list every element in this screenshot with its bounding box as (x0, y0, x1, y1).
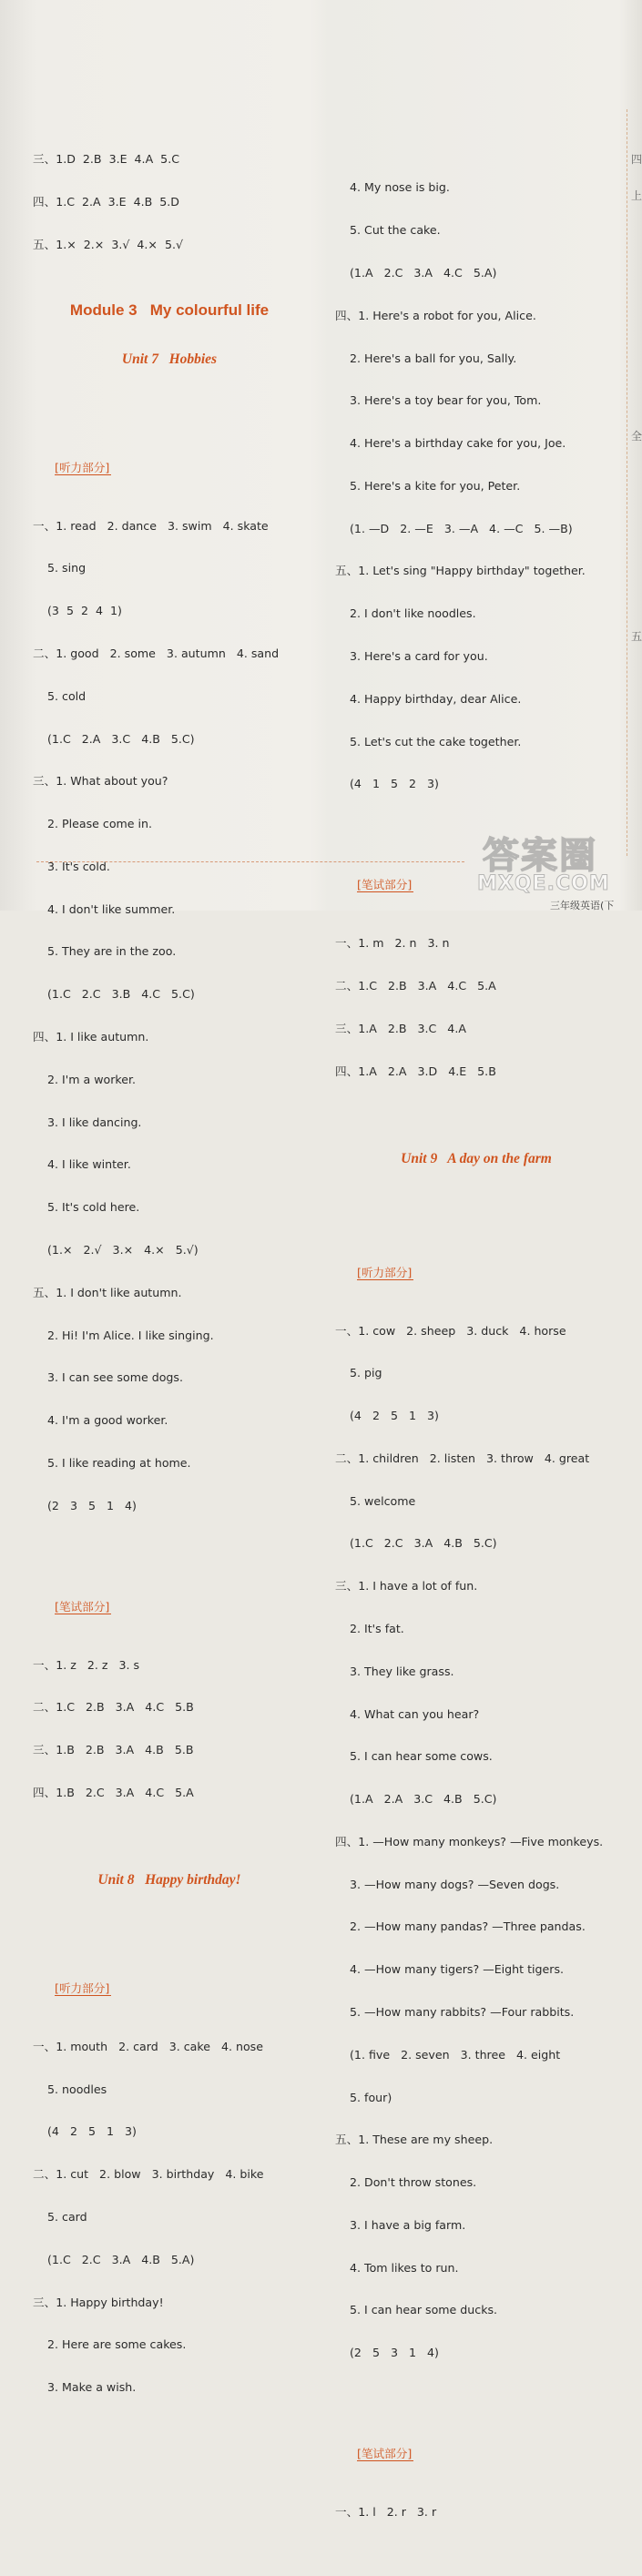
answer-line: 5. sing (33, 561, 87, 575)
answer-line: 三、1.A 2.B 3.C 4.A (335, 1021, 466, 1035)
answer-line: 2. I don't like noodles. (335, 606, 476, 621)
answer-line: 二、1. cut 2. blow 3. birthday 4. bike (33, 2167, 264, 2182)
answer-line: 4. —How many tigers? —Eight tigers. (335, 1962, 565, 1977)
answer-line: 一、1. l 2. r 3. r (335, 2505, 437, 2520)
answer-line: 3. Here's a card for you. (335, 648, 488, 663)
answer-line: 二、1. children 2. listen 3. throw 4. great (335, 1451, 590, 1465)
written-section-header (33, 1585, 306, 1614)
answer-line: (1.C 2.A 3.C 4.B 5.C) (33, 731, 195, 746)
answer-line: 5. Here's a kite for you, Peter. (335, 478, 521, 493)
edge-character: 上 (631, 189, 642, 202)
answer-line: 4. Happy birthday, dear Alice. (335, 691, 522, 706)
answer-line: (1.A 2.A 3.C 4.B 5.C) (335, 1792, 497, 1807)
answer-line: 一、1. z 2. z 3. s (33, 1657, 140, 1672)
answer-line: 3. —How many dogs? —Seven dogs. (335, 1877, 560, 1891)
answer-line: 三、1.B 2.B 3.A 4.B 5.B (33, 1743, 194, 1757)
footer-rule (36, 861, 464, 862)
answer-line: 2. Don't throw stones. (335, 2175, 477, 2190)
module-title: Module 3 My colourful life (69, 301, 270, 320)
footer-page-label: 三年级英语(下 (550, 900, 615, 911)
unit-7-listening-answers (33, 490, 306, 1541)
listening-label: [听力部分] (357, 1265, 413, 1279)
answer-line: 5. I like reading at home. (33, 1455, 191, 1470)
answer-line: 3. Make a wish. (33, 2380, 137, 2395)
answer-line: 5. four) (335, 2090, 392, 2104)
listening-section-header (33, 1967, 306, 1996)
right-column (335, 124, 617, 2576)
answer-line: 四、1. —How many monkeys? —Five monkeys. (335, 1834, 604, 1848)
answer-line: 四、1. I like autumn. (33, 1030, 149, 1044)
unit-9-written-answers (335, 2477, 617, 2548)
unit-7-title: Unit 7 Hobbies (121, 351, 218, 368)
answer-line: 5. pig (335, 1366, 382, 1380)
answer-line: 4. What can you hear? (335, 1706, 480, 1721)
answer-line: 2. I'm a worker. (33, 1072, 136, 1086)
answer-line: 2. —How many pandas? —Three pandas. (335, 1919, 586, 1934)
unit-8-written-answers (335, 908, 617, 1106)
answer-line: (1.× 2.√ 3.× 4.× 5.√) (33, 1242, 199, 1257)
answer-line: 三、1. What about you? (33, 774, 168, 789)
answer-line: 3. Here's a toy bear for you, Tom. (335, 393, 542, 408)
answer-line: 二、1.C 2.B 3.A 4.C 5.B (33, 1700, 194, 1715)
answer-line: 一、1. read 2. dance 3. swim 4. skate (33, 518, 269, 533)
unit-9-title: Unit 9 A day on the farm (401, 1151, 552, 1167)
answer-line: 5. cold (33, 688, 87, 703)
answer-line: (4 1 5 2 3) (335, 777, 439, 791)
unit-8-title: Unit 8 Happy birthday! (97, 1872, 241, 1889)
answer-line: (1.A 2.C 3.A 4.C 5.A) (335, 265, 497, 280)
answer-line: 2. It's fat. (335, 1621, 404, 1635)
answer-line: 一、1. m 2. n 3. n (335, 936, 450, 951)
answer-line: (1.C 2.C 3.A 4.B 5.A) (33, 2252, 195, 2266)
answer-line: (1.C 2.C 3.A 4.B 5.C) (335, 1536, 497, 1551)
answer-line: 5. —How many rabbits? —Four rabbits. (335, 2005, 575, 2019)
answer-line: 5. card (33, 2209, 87, 2224)
answer-line: 5. It's cold here. (33, 1200, 140, 1215)
answer-line: 四、1.C 2.A 3.E 4.B 5.D (33, 194, 179, 209)
answer-line: (1.C 2.C 3.B 4.C 5.C) (33, 987, 195, 1002)
answer-line: 3. I have a big farm. (335, 2217, 466, 2232)
answer-line: 四、1.A 2.A 3.D 4.E 5.B (335, 1064, 496, 1078)
written-section-header (335, 2433, 617, 2461)
answer-line: 五、1.× 2.× 3.√ 4.× 5.√ (33, 237, 183, 251)
answer-line: (4 2 5 1 3) (335, 1409, 439, 1423)
answer-line: 4. Here's a birthday cake for you, Joe. (335, 436, 566, 451)
answer-line: 4. I like winter. (33, 1157, 131, 1172)
answer-line: (3 5 2 4 1) (33, 604, 122, 618)
answer-line: 4. I'm a good worker. (33, 1413, 168, 1428)
answer-line: 2. Hi! I'm Alice. I like singing. (33, 1328, 214, 1342)
left-column (33, 124, 306, 2451)
answer-line: (2 5 3 1 4) (335, 2346, 439, 2360)
answer-line: 5. noodles (33, 2082, 107, 2096)
listening-section-header (33, 446, 306, 474)
answer-line: 5. welcome (335, 1493, 416, 1508)
answer-line: (2 3 5 1 4) (33, 1498, 137, 1512)
answer-line: 四、1. Here's a robot for you, Alice. (335, 308, 536, 322)
answer-line: 3. I like dancing. (33, 1115, 142, 1129)
listening-section-header (335, 1251, 617, 1279)
answer-line: (1. five 2. seven 3. three 4. eight (335, 2047, 561, 2062)
unit-9-listening-answers (335, 1295, 617, 2388)
edge-character: 四 (631, 153, 642, 166)
answer-line: 2. Please come in. (33, 817, 153, 831)
written-label: [笔试部分] (55, 1599, 110, 1614)
answer-line: 5. I can hear some cows. (335, 1749, 493, 1764)
answer-line: (4 2 5 1 3) (33, 2124, 137, 2139)
answer-line: 五、1. I don't like autumn. (33, 1285, 182, 1299)
watermark-url-text: MXQE.COM (477, 872, 610, 895)
answer-line: 二、1. good 2. some 3. autumn 4. sand (33, 647, 280, 660)
answer-line: 五、1. Let's sing "Happy birthday" together. (335, 564, 586, 578)
edge-character: 五 (631, 630, 642, 643)
written-label: [笔试部分] (357, 2447, 413, 2461)
written-label: [笔试部分] (357, 878, 413, 892)
answer-line: 5. They are in the zoo. (33, 944, 177, 959)
answer-line: 5. I can hear some ducks. (335, 2303, 498, 2317)
answer-line: 四、1.B 2.C 3.A 4.C 5.A (33, 1785, 194, 1799)
answer-line: 一、1. cow 2. sheep 3. duck 4. horse (335, 1323, 566, 1338)
answer-line: 2. Here's a ball for you, Sally. (335, 351, 517, 365)
listening-label: [听力部分] (55, 1981, 110, 1996)
answer-line: 五、1. These are my sheep. (335, 2133, 494, 2147)
answer-line: 三、1. I have a lot of fun. (335, 1579, 478, 1593)
edge-character: 全 (631, 430, 642, 443)
answer-line: 2. Here are some cakes. (33, 2337, 187, 2352)
answer-line: 4. I don't like summer. (33, 901, 176, 916)
listening-label: [听力部分] (55, 460, 110, 474)
page-fold-divider (627, 109, 628, 856)
answer-line: 3. They like grass. (335, 1664, 454, 1678)
answer-line: 三、1. Happy birthday! (33, 2295, 164, 2309)
watermark-main-text: 答案圈 (483, 835, 597, 877)
answer-line: 4. Tom likes to run. (335, 2260, 459, 2275)
answer-line: 5. Cut the cake. (335, 223, 441, 238)
unit-8-listening-answers (33, 2011, 306, 2423)
answer-line: (1. —D 2. —E 3. —A 4. —C 5. —B) (335, 521, 573, 535)
unit-8-listening-answers-cont (335, 152, 617, 820)
answer-line: 三、1.D 2.B 3.E 4.A 5.C (33, 152, 179, 167)
unit-7-written-answers (33, 1629, 306, 1828)
watermark-logo (470, 825, 634, 898)
answer-line: 4. My nose is big. (335, 180, 450, 195)
answer-line: 3. It's cold. (33, 859, 110, 873)
answer-line: 二、1.C 2.B 3.A 4.C 5.A (335, 979, 496, 993)
answer-line: 一、1. mouth 2. card 3. cake 4. nose (33, 2039, 263, 2053)
answer-line: 3. I can see some dogs. (33, 1370, 183, 1385)
answer-line: 5. Let's cut the cake together. (335, 734, 522, 748)
